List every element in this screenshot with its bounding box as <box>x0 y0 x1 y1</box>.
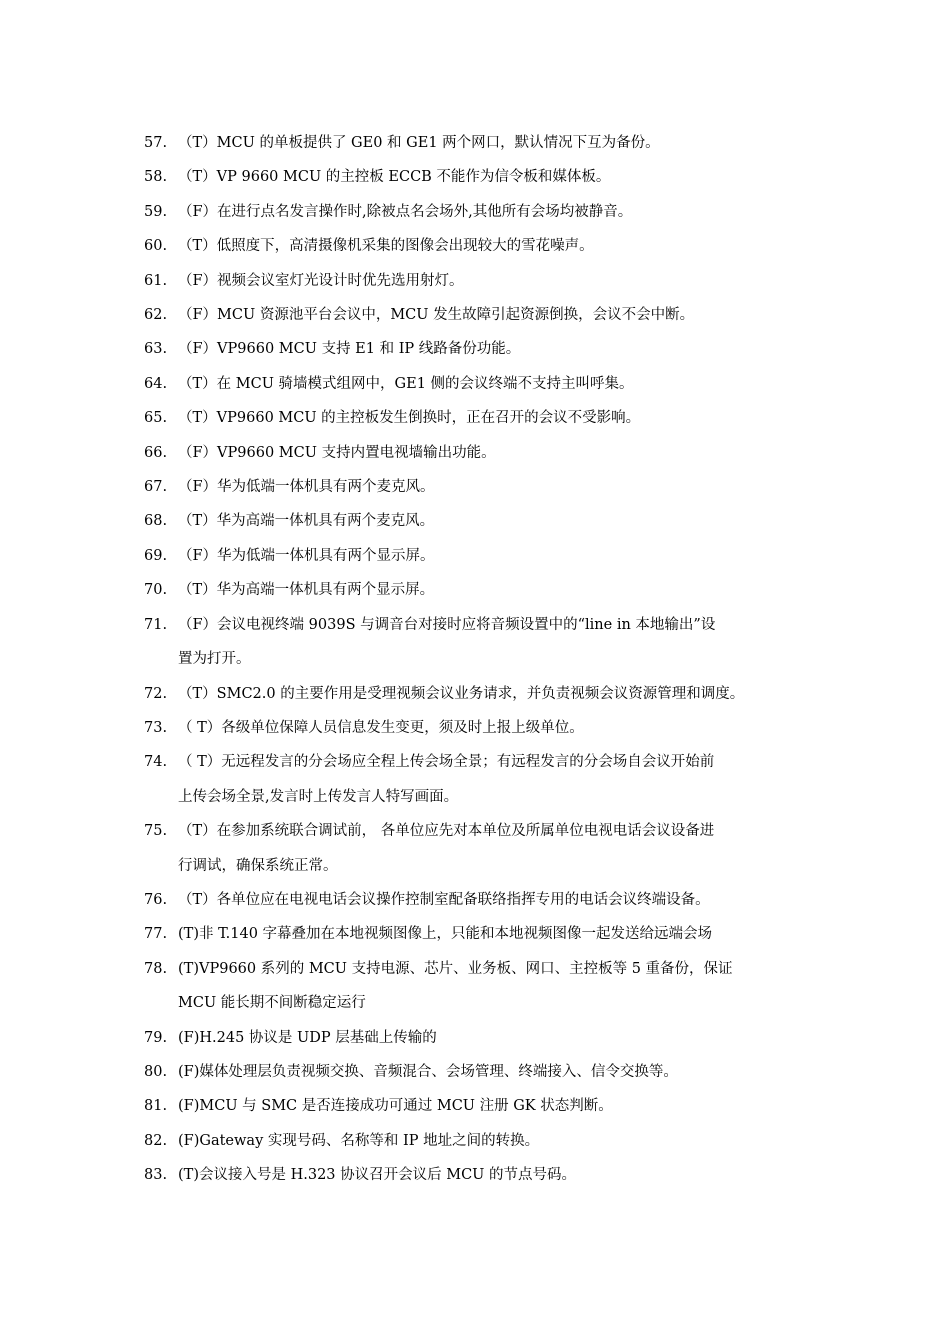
item-text <box>178 952 824 1021</box>
item-text <box>178 1158 824 1192</box>
list-item <box>144 436 824 470</box>
item-text-line: (F)媒体处理层负责视频交换、音频混合、会场管理、终端接入、信令交换等。 <box>178 1063 678 1080</box>
list-item <box>144 126 824 160</box>
item-text-line: (T)非 T.140 字幕叠加在本地视频图像上，只能和本地视频图像一起发送给远端会场 <box>178 926 713 943</box>
item-text-line: （F）华为低端一体机具有两个显示屏。 <box>178 547 435 564</box>
item-text <box>178 401 824 435</box>
list-item <box>144 470 824 504</box>
item-text-line: (T)VP9660 系列的 MCU 支持电源、芯片、业务板、网口、主控板等 5 重备份，保证 <box>178 960 733 977</box>
item-text <box>178 126 824 160</box>
item-number: 72. <box>144 685 168 702</box>
item-number: 67. <box>144 479 168 496</box>
item-text <box>178 814 824 883</box>
item-text-line: (F)H.245 协议是 UDP 层基础上传输的 <box>178 1029 437 1046</box>
item-text-line: （F）VP9660 MCU 支持内置电视墙输出功能。 <box>178 444 496 461</box>
item-number: 61. <box>144 272 168 289</box>
list-item <box>144 160 824 194</box>
list-item <box>144 539 824 573</box>
item-number: 68. <box>144 513 168 530</box>
item-text-line: （T）华为高端一体机具有两个显示屏。 <box>178 582 435 599</box>
item-text <box>178 745 824 814</box>
list-item <box>144 745 824 814</box>
item-text-line: （F）视频会议室灯光设计时优先选用射灯。 <box>178 272 464 289</box>
item-text-line: （ T）各级单位保障人员信息发生变更，须及时上报上级单位。 <box>178 719 584 736</box>
item-text-line: (T)会议接入号是 H.323 协议召开会议后 MCU 的节点号码。 <box>178 1167 577 1184</box>
item-text-line: （T）低照度下，高清摄像机采集的图像会出现较大的雪花噪声。 <box>178 238 594 255</box>
item-text <box>178 436 824 470</box>
item-text <box>178 298 824 332</box>
list-item <box>144 298 824 332</box>
item-number: 79. <box>144 1029 168 1046</box>
list-item <box>144 677 824 711</box>
item-text <box>178 539 824 573</box>
list-item <box>144 401 824 435</box>
list-item <box>144 1055 824 1089</box>
item-text <box>178 1124 824 1158</box>
item-text <box>178 229 824 263</box>
item-text <box>178 160 824 194</box>
item-text-line: 上传会场全景,发言时上传发言人特写画面。 <box>178 788 459 805</box>
item-number: 63. <box>144 341 168 358</box>
item-number: 65. <box>144 410 168 427</box>
list-item <box>144 229 824 263</box>
item-text-line: MCU 能长期不间断稳定运行 <box>178 995 366 1012</box>
item-text-line: （ T）无远程发言的分会场应全程上传会场全景；有远程发言的分会场自会议开始前 <box>178 754 715 771</box>
question-list <box>144 126 824 1193</box>
item-text <box>178 608 824 677</box>
item-text <box>178 367 824 401</box>
item-text-line: （T）SMC2.0 的主要作用是受理视频会议业务请求，并负责视频会议资源管理和调度。 <box>178 685 745 702</box>
item-text-line: （F）会议电视终端 9039S 与调音台对接时应将音频设置中的“line in 本地输出”设 <box>178 616 716 633</box>
item-text <box>178 1089 824 1123</box>
item-number: 76. <box>144 891 168 908</box>
item-number: 60. <box>144 238 168 255</box>
list-item <box>144 711 824 745</box>
item-text <box>178 1055 824 1089</box>
list-item <box>144 1158 824 1192</box>
item-text-line: （T）华为高端一体机具有两个麦克风。 <box>178 513 435 530</box>
item-text <box>178 711 824 745</box>
item-number: 66. <box>144 444 168 461</box>
list-item <box>144 332 824 366</box>
item-text <box>178 883 824 917</box>
item-text <box>178 264 824 298</box>
item-number: 64. <box>144 375 168 392</box>
item-number: 78. <box>144 960 168 977</box>
item-number: 57. <box>144 135 168 151</box>
item-text <box>178 470 824 504</box>
item-text-line: （F）MCU 资源池平台会议中，MCU 发生故障引起资源倒换，会议不会中断。 <box>178 307 695 324</box>
item-text <box>178 332 824 366</box>
list-item <box>144 195 824 229</box>
item-number: 75. <box>144 823 168 840</box>
item-number: 81. <box>144 1098 168 1115</box>
item-number: 58. <box>144 169 168 186</box>
item-text-line: （T）在 MCU 骑墙模式组网中，GE1 侧的会议终端不支持主叫呼集。 <box>178 375 634 392</box>
item-number: 62. <box>144 307 168 324</box>
item-number: 83. <box>144 1167 168 1184</box>
list-item <box>144 573 824 607</box>
list-item <box>144 1021 824 1055</box>
item-text-line: （T）各单位应在电视电话会议操作控制室配备联络指挥专用的电话会议终端设备。 <box>178 891 710 908</box>
item-number: 74. <box>144 754 168 771</box>
list-item <box>144 264 824 298</box>
item-text-line: 置为打开。 <box>178 651 251 668</box>
item-number: 80. <box>144 1063 168 1080</box>
list-item <box>144 504 824 538</box>
item-text-line: （T）在参加系统联合调试前， 各单位应先对本单位及所属单位电视电话会议设备进 <box>178 823 715 840</box>
item-text <box>178 677 824 711</box>
item-text <box>178 573 824 607</box>
list-item <box>144 917 824 951</box>
item-text <box>178 504 824 538</box>
item-number: 59. <box>144 203 168 220</box>
list-item <box>144 952 824 1021</box>
item-text-line: （T）MCU 的单板提供了 GE0 和 GE1 两个网口，默认情况下互为备份。 <box>178 135 660 151</box>
list-item <box>144 1089 824 1123</box>
list-item <box>144 1124 824 1158</box>
item-text <box>178 917 824 951</box>
item-number: 77. <box>144 926 168 943</box>
list-item <box>144 367 824 401</box>
item-text <box>178 1021 824 1055</box>
item-text-line: （T）VP9660 MCU 的主控板发生倒换时，正在召开的会议不受影响。 <box>178 410 641 427</box>
item-text-line: (F)MCU 与 SMC 是否连接成功可通过 MCU 注册 GK 状态判断。 <box>178 1098 613 1115</box>
item-text-line: （T）VP 9660 MCU 的主控板 ECCB 不能作为信令板和媒体板。 <box>178 169 611 186</box>
item-text-line: （F）在进行点名发言操作时,除被点名会场外,其他所有会场均被静音。 <box>178 203 633 220</box>
item-number: 70. <box>144 582 168 599</box>
item-number: 71. <box>144 616 168 633</box>
item-text <box>178 195 824 229</box>
item-text-line: (F)Gateway 实现号码、名称等和 IP 地址之间的转换。 <box>178 1132 540 1149</box>
list-item <box>144 883 824 917</box>
item-number: 69. <box>144 547 168 564</box>
item-number: 82. <box>144 1132 168 1149</box>
list-item <box>144 814 824 883</box>
item-text-line: （F）华为低端一体机具有两个麦克风。 <box>178 479 435 496</box>
item-text-line: 行调试，确保系统正常。 <box>178 857 338 874</box>
list-item <box>144 608 824 677</box>
item-text-line: （F）VP9660 MCU 支持 E1 和 IP 线路备份功能。 <box>178 341 521 358</box>
item-number: 73. <box>144 719 168 736</box>
